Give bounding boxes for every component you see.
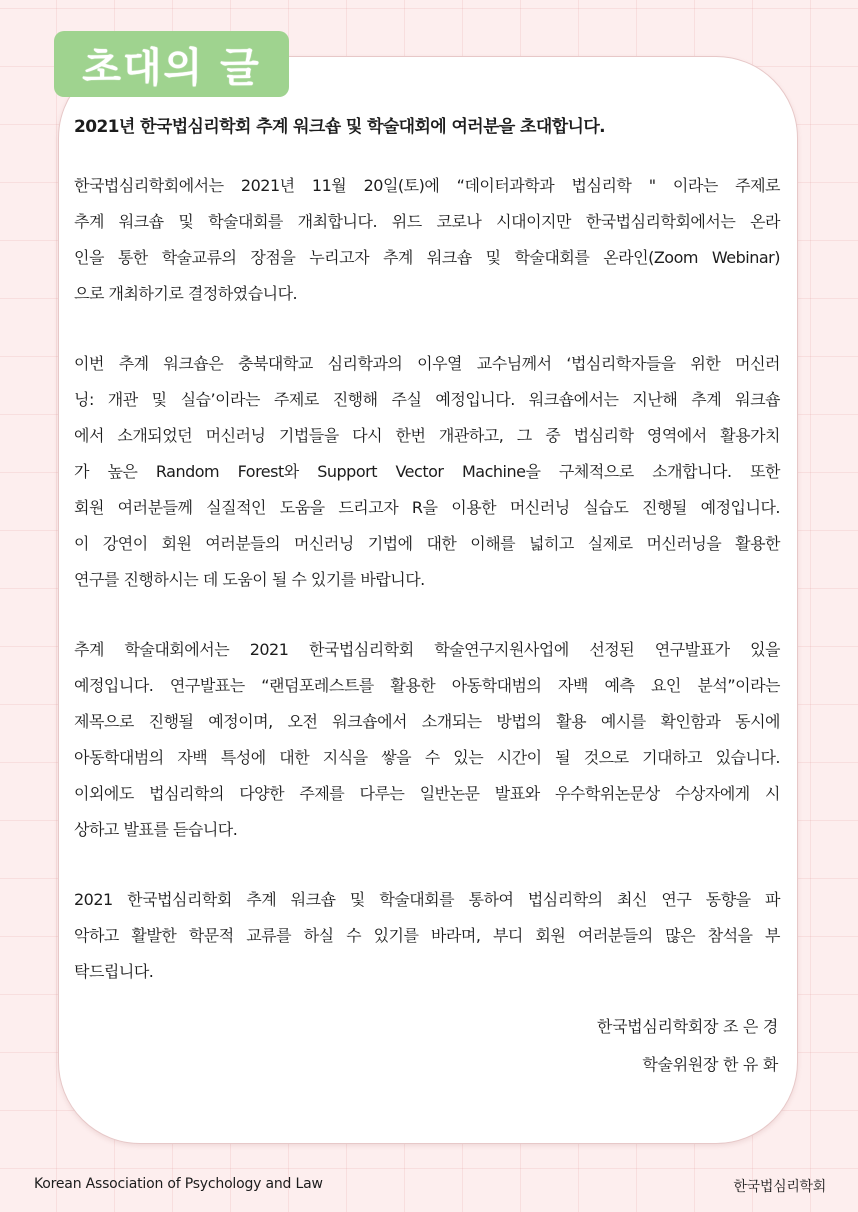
paragraph-line: 탁드립니다. [74,962,154,981]
paragraph-line: 인을 통한 학술교류의 장점을 누리고자 추계 워크숍 및 학술대회를 온라인(Zoom Webinar) [74,248,780,267]
paragraph-line: 상하고 발표를 듣습니다. [74,820,238,839]
paragraph-line: 한국법심리학회에서는 2021년 11월 20일(토)에 “데이터과학과 법심리학 " 이라는 주제로 [74,176,780,195]
footer-association-name: Korean Association of Psychology and Law [34,1176,323,1192]
paragraph-line: 회원 여러분들께 실질적인 도움을 드리고자 R을 이용한 머신러닝 실습도 진행될 예정입니다. [74,498,780,517]
paragraph-line: 으로 개최하기로 결정하였습니다. [74,284,298,303]
paragraph-line: 추계 워크숍 및 학술대회를 개최합니다. 위드 코로나 시대이지만 한국법심리학회에서는 온라 [74,212,780,231]
paragraph-4 [74,882,780,990]
footer-society-name: 한국법심리학회 [733,1179,826,1195]
paragraph-line: 아동학대범의 자백 특성에 대한 지식을 쌓을 수 있는 시간이 될 것으로 기대하고 있습니다. [74,748,780,767]
paragraph-1 [74,168,780,312]
page-title: 초대의 글 [82,44,261,91]
paragraph-line: 에서 소개되었던 머신러닝 기법들을 다시 한번 개관하고, 그 중 법심리학 영역에서 활용가치 [74,426,780,445]
paragraph-line: 예정입니다. 연구발표는 “랜덤포레스트를 활용한 아동학대범의 자백 예측 요인 분석”이라는 [74,676,780,695]
paragraph-line: 2021 한국법심리학회 추계 워크숍 및 학술대회를 통하여 법심리학의 최신 연구 동향을 파 [74,890,780,909]
paragraph-line: 이번 추계 워크숍은 충북대학교 심리학과의 이우열 교수님께서 ‘법심리학자들을 위한 머신러 [74,354,780,373]
paragraph-line: 제목으로 진행될 예정이며, 오전 워크숍에서 소개되는 방법의 활용 예시를 확인함과 동시에 [74,712,780,731]
paragraph-line: 닝: 개관 및 실습’이라는 주제로 진행해 주실 예정입니다. 워크숍에서는 지난해 추계 워크숍 [74,390,780,409]
headline: 2021년 한국법심리학회 추계 워크숍 및 학술대회에 여러분을 초대합니다. [74,117,606,137]
paragraph-2 [74,346,780,598]
signature-president: 한국법심리학회장 조 은 경 [596,1017,778,1036]
paragraph-line: 이외에도 법심리학의 다양한 주제를 다루는 일반논문 발표와 우수학위논문상 수상자에게 시 [74,784,780,803]
letter-body [74,168,780,1024]
paragraph-line: 가 높은 Random Forest와 Support Vector Machine을 구체적으로 소개합니다. 또한 [74,462,780,481]
paragraph-line: 연구를 진행하시는 데 도움이 될 수 있기를 바랍니다. [74,570,425,589]
signature-academic-chair: 학술위원장 한 유 화 [642,1055,778,1074]
paragraph-3 [74,632,780,848]
title-tab [54,31,289,97]
paragraph-line: 이 강연이 회원 여러분들의 머신러닝 기법에 대한 이해를 넓히고 실제로 머신러닝을 활용한 [74,534,780,553]
paragraph-line: 추계 학술대회에서는 2021 한국법심리학회 학술연구지원사업에 선정된 연구발표가 있을 [74,640,780,659]
paragraph-line: 악하고 활발한 학문적 교류를 하실 수 있기를 바라며, 부디 회원 여러분들의 많은 참석을 부 [74,926,780,945]
